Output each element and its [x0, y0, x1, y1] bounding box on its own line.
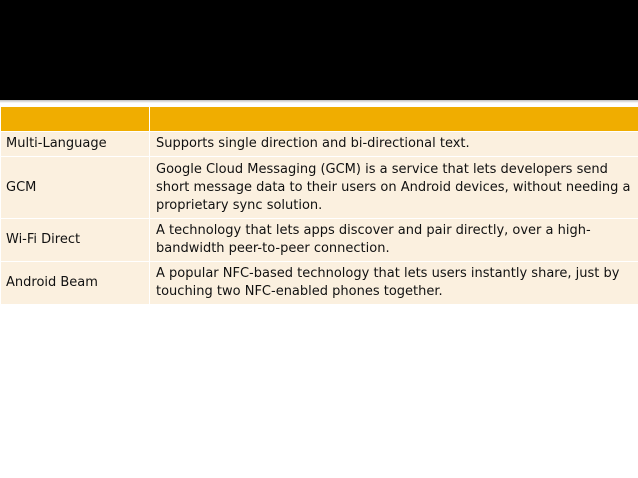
table-row [1, 262, 638, 305]
table-header-row [1, 107, 638, 132]
table-row [1, 132, 638, 157]
feature-description-cell: A technology that lets apps discover and pair directly, over a high-bandwidth peer-to-peer connection. [150, 219, 638, 262]
title-divider [0, 100, 638, 103]
feature-name-cell: GCM [1, 157, 150, 219]
feature-name-cell: Multi-Language [1, 132, 150, 157]
feature-table [0, 106, 638, 305]
feature-description-cell: A popular NFC-based technology that lets users instantly share, just by touching two NFC-enabled phones together. [150, 262, 638, 305]
header-cell-description [150, 107, 638, 132]
feature-description-cell: Google Cloud Messaging (GCM) is a service that lets developers send short message data to their users on Android devices, without needing a proprietary sync solution. [150, 157, 638, 219]
header-cell-feature [1, 107, 150, 132]
title-band [0, 0, 638, 100]
feature-name-cell: Android Beam [1, 262, 150, 305]
feature-description-cell: Supports single direction and bi-directional text. [150, 132, 638, 157]
feature-name-cell: Wi-Fi Direct [1, 219, 150, 262]
table-row [1, 157, 638, 219]
table-row [1, 219, 638, 262]
